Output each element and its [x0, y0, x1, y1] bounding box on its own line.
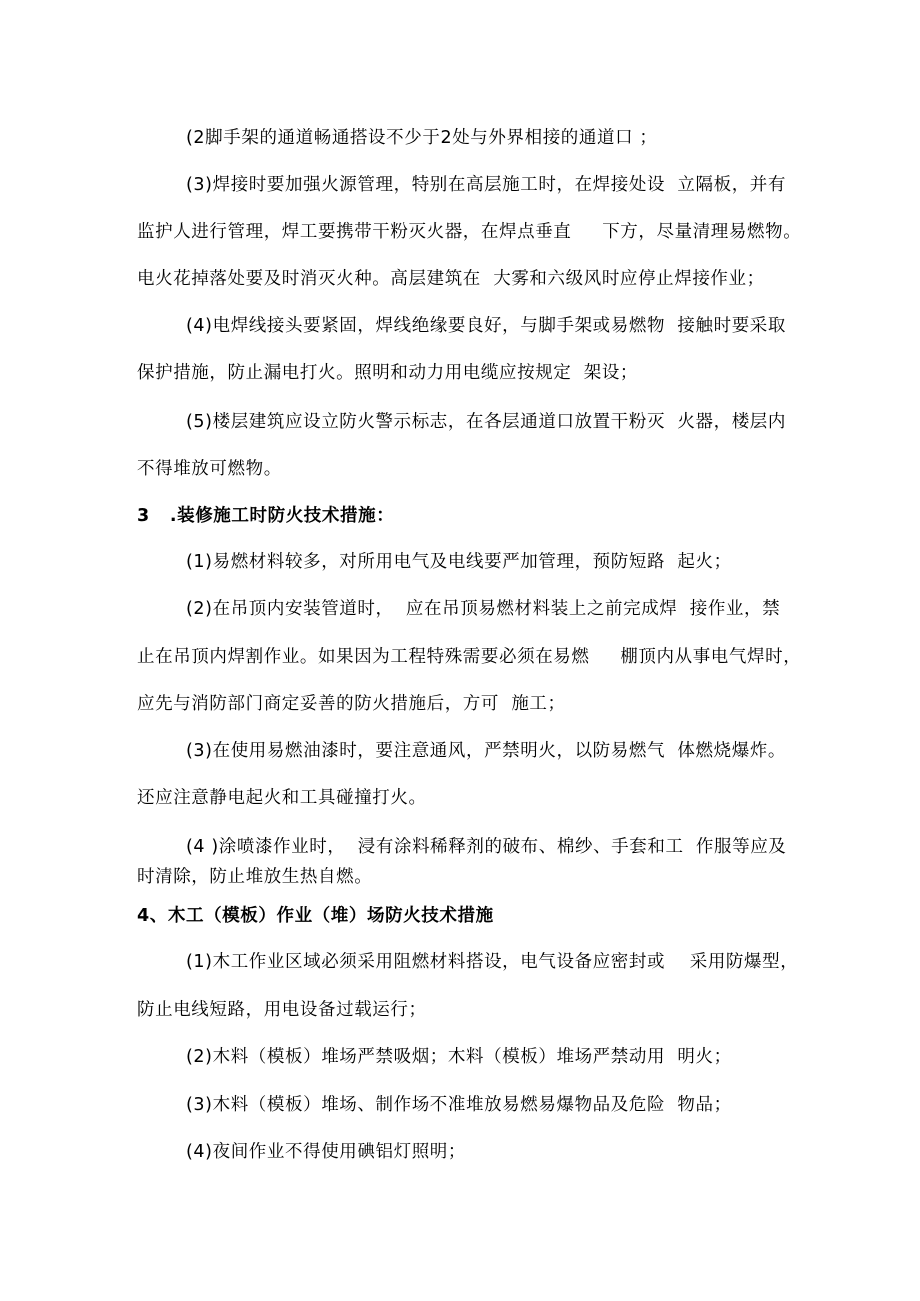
- paragraph-line: (4)电焊线接头要紧固，焊线绝缘要良好，与脚手架或易燃物 接触时要采取: [186, 316, 787, 336]
- paragraph-line: (4)夜间作业不得使用碘铝灯照明；: [186, 1142, 466, 1162]
- paragraph-line: (1)木工作业区域必须采用阻燃材料搭设，电气设备应密封或 采用防爆型，: [186, 952, 799, 972]
- paragraph-line: 防止电线短路，用电设备过载运行；: [137, 1000, 427, 1020]
- paragraph-line: (2)木料（模板）堆场严禁吸烟；木料（模板）堆场严禁动用 明火；: [186, 1047, 732, 1067]
- paragraph-line: 电火花掉落处要及时消灭火种。高层建筑在 大雾和六级风时应停止焊接作业；: [137, 269, 765, 289]
- paragraph-line: 应先与消防部门商定妥善的防火措施后，方可 施工；: [137, 694, 566, 714]
- paragraph-line: 还应注意静电起火和工具碰撞打火。: [137, 788, 427, 808]
- paragraph-line: 时清除，防止堆放生热自燃。: [137, 867, 373, 887]
- paragraph-line: (1)易燃材料较多，对所用电气及电线要严加管理，预防短路 起火；: [186, 552, 732, 572]
- paragraph-line: (3)木料（模板）堆场、制作场不准堆放易燃易爆物品及危险 物品；: [186, 1095, 732, 1115]
- section-heading: 4、木工（模板）作业（堆）场防火技术措施: [137, 906, 494, 926]
- paragraph-line: (3)在使用易燃油漆时，要注意通风，严禁明火，以防易燃气 体燃烧爆炸。: [186, 741, 787, 761]
- paragraph-line: 保护措施，防止漏电打火。照明和动力用电缆应按规定 架设；: [137, 363, 639, 383]
- paragraph-line: (4 )涂喷漆作业时， 浸有涂料稀释剂的破布、棉纱、手套和工 作服等应及: [186, 837, 787, 857]
- paragraph-line: 止在吊顶内焊割作业。如果因为工程特殊需要必须在易燃 棚顶内从事电气焊时，: [137, 647, 802, 667]
- paragraph-line: (2脚手架的通道畅通搭设不少于2处与外界相接的通道口 ；: [186, 128, 658, 148]
- section-heading: 3 .装修施工时防火技术措施：: [137, 506, 395, 526]
- paragraph-line: (2)在吊顶内安装管道时， 应在吊顶易燃材料装上之前完成焊 接作业，禁: [186, 599, 781, 619]
- paragraph-line: (3)焊接时要加强火源管理，特别在高层施工时，在焊接处设 立隔板，并有: [186, 175, 787, 195]
- paragraph-line: 不得堆放可燃物。: [137, 459, 282, 479]
- paragraph-line: 监护人进行管理，焊工要携带干粉灭火器，在焊点垂直 下方，尽量清理易燃物。: [137, 222, 802, 242]
- paragraph-line: (5)楼层建筑应设立防火警示标志，在各层通道口放置干粉灭 火器，楼层内: [186, 412, 787, 432]
